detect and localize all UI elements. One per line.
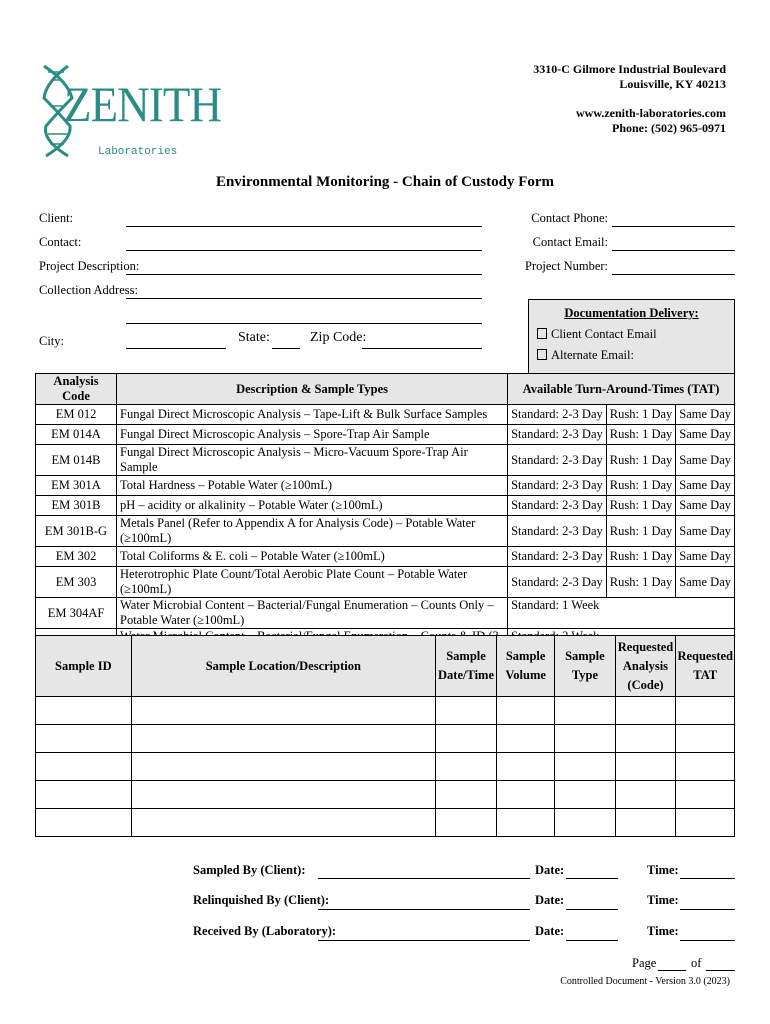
relinquished-time-label: Time: — [647, 893, 679, 907]
tat-standard-cell: Standard: 2-3 Day — [508, 496, 607, 516]
sample-cell[interactable] — [36, 753, 132, 781]
project-description-field[interactable] — [126, 274, 482, 275]
page-number-field[interactable] — [658, 970, 686, 971]
analysis-row — [36, 567, 735, 598]
analysis-description-cell: Heterotrophic Plate Count/Total Aerobic Plate Count – Potable Water (≥100mL) — [117, 567, 508, 598]
company-logo — [38, 62, 222, 162]
sample-cell[interactable] — [496, 725, 554, 753]
tat-standard-cell: Standard: 2-3 Day — [508, 405, 607, 425]
sample-cell[interactable] — [131, 781, 435, 809]
sample-type-header: Sample Type — [555, 636, 615, 697]
tat-sameday-cell: Same Day — [676, 516, 735, 547]
document-version: Controlled Document - Version 3.0 (2023) — [560, 976, 730, 987]
sample-cell[interactable] — [555, 697, 615, 725]
of-label: of — [691, 956, 702, 970]
sample-cell[interactable] — [676, 781, 735, 809]
sample-cell[interactable] — [615, 809, 676, 837]
sample-cell[interactable] — [131, 809, 435, 837]
analysis-description-cell: Metals Panel (Refer to Appendix A for Analysis Code) – Potable Water (≥100mL) — [117, 516, 508, 547]
client-email-option[interactable] — [537, 327, 734, 342]
tat-header: Available Turn-Around-Times (TAT) — [508, 374, 735, 405]
client-label: Client: — [39, 211, 74, 225]
tat-rush-cell: Rush: 1 Day — [606, 425, 676, 445]
contact-phone-field[interactable] — [612, 226, 735, 227]
sample-cell[interactable] — [615, 753, 676, 781]
contact-label: Contact: — [39, 235, 82, 249]
sample-row — [36, 753, 735, 781]
analysis-row — [36, 476, 735, 496]
sample-table — [35, 635, 735, 837]
client-email-option-label: Client Contact Email — [551, 327, 657, 341]
documentation-heading: Documentation Delivery: — [564, 306, 699, 320]
tat-rush-cell: Rush: 1 Day — [606, 496, 676, 516]
contact-email-label: Contact Email: — [532, 235, 608, 249]
received-time-field[interactable] — [680, 940, 735, 941]
sample-location-header: Sample Location/Description — [131, 636, 435, 697]
analysis-description-cell: Total Hardness – Potable Water (≥100mL) — [117, 476, 508, 496]
sample-cell[interactable] — [555, 753, 615, 781]
requested-tat-header: Requested TAT — [676, 636, 735, 697]
sample-cell[interactable] — [555, 809, 615, 837]
sample-row — [36, 697, 735, 725]
tat-sameday-cell: Same Day — [676, 425, 735, 445]
sample-cell[interactable] — [436, 781, 497, 809]
documentation-delivery-box — [528, 299, 735, 373]
tat-rush-cell: Rush: 1 Day — [606, 567, 676, 598]
sample-cell[interactable] — [676, 697, 735, 725]
received-by-label: Received By (Laboratory): — [193, 924, 337, 938]
sample-cell[interactable] — [676, 725, 735, 753]
collection-address-field-2[interactable] — [126, 323, 482, 324]
website-link[interactable]: www.zenith-laboratories.com — [576, 106, 726, 120]
sample-cell[interactable] — [436, 809, 497, 837]
sample-row — [36, 809, 735, 837]
analysis-row — [36, 496, 735, 516]
state-label: State: — [238, 330, 270, 345]
sample-cell[interactable] — [36, 697, 132, 725]
checkbox-icon[interactable] — [537, 328, 547, 339]
tat-standard-cell: Standard: 2-3 Day — [508, 547, 607, 567]
relinquished-time-field[interactable] — [680, 909, 735, 910]
client-field[interactable] — [126, 226, 482, 227]
sample-cell[interactable] — [436, 697, 497, 725]
analysis-description-cell: Fungal Direct Microscopic Analysis – Micro-Vacuum Spore-Trap Air Sample — [117, 445, 508, 476]
sampled-date-label: Date: — [535, 863, 565, 877]
collection-address-field[interactable] — [126, 298, 482, 299]
analysis-code-cell: EM 301B-G — [36, 516, 117, 547]
contact-phone-label: Contact Phone: — [531, 211, 608, 225]
sample-cell[interactable] — [615, 781, 676, 809]
alternate-email-option-label: Alternate Email: — [551, 348, 634, 362]
sample-cell[interactable] — [615, 697, 676, 725]
sample-cell[interactable] — [131, 753, 435, 781]
tat-sameday-cell: Same Day — [676, 567, 735, 598]
sample-cell[interactable] — [436, 753, 497, 781]
analysis-description-cell: Fungal Direct Microscopic Analysis – Tape-Lift & Bulk Surface Samples — [117, 405, 508, 425]
analysis-code-header: Analysis Code — [36, 374, 117, 405]
description-header: Description & Sample Types — [117, 374, 508, 405]
project-number-label: Project Number: — [525, 259, 608, 273]
sample-cell[interactable] — [496, 697, 554, 725]
analysis-code-table — [35, 373, 735, 660]
requested-analysis-header: Requested Analysis (Code) — [615, 636, 676, 697]
tat-rush-cell: Rush: 1 Day — [606, 547, 676, 567]
relinquished-date-field[interactable] — [566, 909, 618, 910]
received-time-label: Time: — [647, 924, 679, 938]
sample-cell[interactable] — [496, 781, 554, 809]
sampled-date-field[interactable] — [566, 878, 618, 879]
sampled-by-field[interactable] — [318, 878, 530, 879]
sample-cell[interactable] — [36, 781, 132, 809]
analysis-row — [36, 516, 735, 547]
project-number-field[interactable] — [612, 274, 735, 275]
sample-cell[interactable] — [496, 753, 554, 781]
received-by-field[interactable] — [318, 940, 530, 941]
state-field[interactable] — [272, 348, 300, 349]
analysis-row — [36, 598, 735, 629]
city-field[interactable] — [126, 348, 226, 349]
tat-rush-cell: Rush: 1 Day — [606, 516, 676, 547]
sample-row — [36, 725, 735, 753]
page-label: Page — [632, 956, 657, 970]
analysis-code-cell: EM 014B — [36, 445, 117, 476]
contact-email-field[interactable] — [612, 250, 735, 251]
sample-volume-header: Sample Volume — [496, 636, 554, 697]
tat-rush-cell: Rush: 1 Day — [606, 445, 676, 476]
relinquished-by-field[interactable] — [318, 909, 530, 910]
sample-cell[interactable] — [436, 725, 497, 753]
sample-cell[interactable] — [36, 809, 132, 837]
address-line1: 3310-C Gilmore Industrial Boulevard — [533, 62, 726, 76]
received-date-label: Date: — [535, 924, 565, 938]
zip-field[interactable] — [362, 348, 482, 349]
logo-subtitle: Laboratories — [98, 146, 178, 158]
checkbox-icon[interactable] — [537, 349, 547, 360]
tat-sameday-cell: Same Day — [676, 445, 735, 476]
sample-cell[interactable] — [496, 809, 554, 837]
tat-sameday-cell: Same Day — [676, 476, 735, 496]
relinquished-date-label: Date: — [535, 893, 565, 907]
company-address — [533, 62, 726, 136]
tat-sameday-cell: Same Day — [676, 405, 735, 425]
collection-address-label: Collection Address: — [39, 283, 138, 297]
analysis-code-cell: EM 012 — [36, 405, 117, 425]
analysis-code-cell: EM 014A — [36, 425, 117, 445]
relinquished-by-label: Relinquished By (Client): — [193, 893, 330, 907]
tat-standard-cell: Standard: 2-3 Day — [508, 476, 607, 496]
alternate-email-option[interactable] — [537, 348, 734, 363]
sampled-by-label: Sampled By (Client): — [193, 863, 306, 877]
analysis-description-cell: Total Coliforms & E. coli – Potable Water (≥100mL) — [117, 547, 508, 567]
contact-field[interactable] — [126, 250, 482, 251]
tat-standard-cell: Standard: 2-3 Day — [508, 445, 607, 476]
analysis-row — [36, 425, 735, 445]
sample-id-header: Sample ID — [36, 636, 132, 697]
analysis-code-cell: EM 301A — [36, 476, 117, 496]
analysis-description-cell: Fungal Direct Microscopic Analysis – Spore-Trap Air Sample — [117, 425, 508, 445]
tat-standard-cell: Standard: 2-3 Day — [508, 567, 607, 598]
sampled-time-field[interactable] — [680, 878, 735, 879]
page-total-field[interactable] — [706, 970, 735, 971]
analysis-code-cell: EM 301B — [36, 496, 117, 516]
zip-label: Zip Code: — [310, 330, 367, 345]
tat-standard-cell: Standard: 2-3 Day — [508, 516, 607, 547]
form-title: Environmental Monitoring - Chain of Custody Form — [215, 174, 555, 190]
analysis-row — [36, 405, 735, 425]
sample-cell[interactable] — [555, 725, 615, 753]
sampled-time-label: Time: — [647, 863, 679, 877]
sample-cell[interactable] — [676, 753, 735, 781]
phone-number: Phone: (502) 965-0971 — [612, 121, 726, 135]
tat-rush-cell: Rush: 1 Day — [606, 405, 676, 425]
sample-cell[interactable] — [676, 809, 735, 837]
analysis-description-cell: pH – acidity or alkalinity – Potable Water (≥100mL) — [117, 496, 508, 516]
tat-standard-cell: Standard: 2-3 Day — [508, 425, 607, 445]
logo-wordmark: ZENITH — [64, 76, 222, 132]
sample-cell[interactable] — [615, 725, 676, 753]
tat-sameday-cell: Same Day — [676, 496, 735, 516]
sample-cell[interactable] — [131, 697, 435, 725]
project-description-label: Project Description: — [39, 259, 140, 273]
sample-row — [36, 781, 735, 809]
tat-standard-cell: Standard: 1 Week — [508, 598, 735, 629]
analysis-code-cell: EM 303 — [36, 567, 117, 598]
analysis-description-cell: Water Microbial Content – Bacterial/Fungal Enumeration – Counts Only – Potable Water (≥100mL) — [117, 598, 508, 629]
analysis-code-cell: EM 302 — [36, 547, 117, 567]
city-label: City: — [39, 334, 65, 348]
analysis-row — [36, 445, 735, 476]
analysis-code-cell: EM 304AF — [36, 598, 117, 629]
tat-sameday-cell: Same Day — [676, 547, 735, 567]
received-date-field[interactable] — [566, 940, 618, 941]
analysis-row — [36, 547, 735, 567]
address-line2: Louisville, KY 40213 — [619, 77, 726, 91]
sample-cell[interactable] — [131, 725, 435, 753]
sample-cell[interactable] — [36, 725, 132, 753]
sample-cell[interactable] — [555, 781, 615, 809]
tat-rush-cell: Rush: 1 Day — [606, 476, 676, 496]
sample-datetime-header: Sample Date/Time — [436, 636, 497, 697]
